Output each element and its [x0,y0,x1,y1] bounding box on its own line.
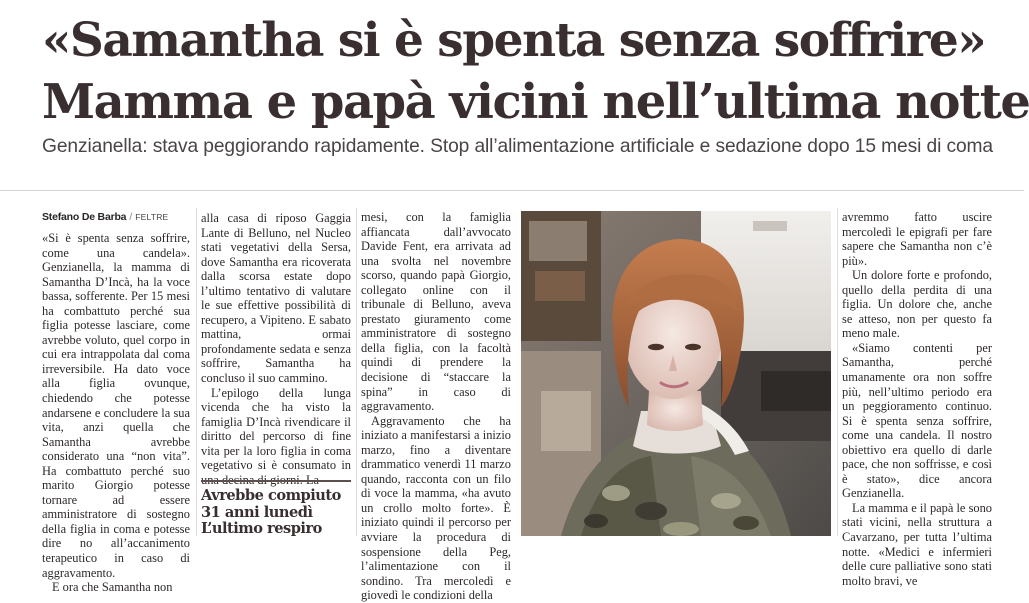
column-2-paragraph: L’epilogo della lunga vicenda che ha visto la famiglia D’Incà rivendicare il diritto del percorso di fine vita per la loro figlia in coma vegetativo si è consumato in [201,385,351,473]
byline [42,211,168,223]
article-column-4 [842,210,992,588]
subheadline: Genzianella: stava peggiorando rapidamente. Stop all’alimentazione artificiale e sedazione dopo 15 mesi di coma [42,136,993,157]
box-title-line: Avrebbe compiuto [201,487,341,504]
column-4-paragraph: «Siamo contenti per Samantha, perché umanamente ora non soffre più, nell’ultimo periodo era un peggioramento continuo. Si è spenta senza soffrire, come una candela. Il nostro obiettivo era quello di darle pace, che non soffrisse, e così è stato», dice ancora Genzianella. [842,340,992,501]
column-3-paragraph: mesi, con la famiglia affiancata dall’avvocato Davide Fent, era arrivata ad una svolta nel novembre scorso, quando papà Giorgio, collegato online con il tribunale di Belluno, aveva prestato giuramento come amministratore di sostegno della figlia, con la facoltà quindi di prendere la decisione di “staccare la spina” in caso di aggravamento. [361,210,511,414]
column-divider [356,208,357,536]
box-title-line: 31 anni lunedì [201,503,313,521]
box-title [201,488,351,538]
portrait-photo [521,211,831,536]
column-4-paragraph: La mamma e il papà le sono stati vicini, nella struttura a Cavarzano, per tutta l’ultima notte. «Medici e infermieri delle cure palliative sono stati molto bravi, ve [842,500,992,588]
article-column-3 [361,210,511,603]
box-top-rule [201,480,351,482]
section-rule [0,190,1024,191]
column-1-paragraph: «Si è spenta senza soffrire, come una candela». Genzianella, la mamma di Samantha D’Incà, ha la voce bassa, sofferente. Per 15 mesi ha combattuto perché sua figlia potesse lasciare, come avrebbe voluto, quel corpo in cui era intrappolata dal coma irreversibile. Ha dato voce alla figlia ovunque, chiedendo che potesse andarsene e concludere la sua vita, anzi quella che Samantha avrebbe considerato una “non vita”. Ha combattuto perché suo marito Giorgio potesse tornare ad essere amministratore di sostegno della figlia in coma e potesse dire no all’accanimento terapeutico in caso di aggravamento. [42,231,190,580]
box-title-line: L’ultimo respiro [201,520,322,538]
headline-line-1: «Samantha si è spenta senza soffrire» [42,13,986,68]
byline-author: Stefano De Barba [42,211,127,223]
column-3-paragraph: Aggravamento che ha iniziato a manifestarsi a inizio marzo, fino a diventare drammatico venerdì 11 marzo quando, racconta con un filo di voce la mamma, «ha avuto un crollo molto forte». È iniziato quindi il percorso per avviare la procedura di sospensione della Peg, l’alimentazione con il sondino. Tra mercoledì e giovedì le condizioni della [361,413,511,603]
headline-line-2: Mamma e papà vicini nell’ultima notte [42,74,1029,130]
column-4-paragraph: Un dolore forte e profondo, quello della perdita di una figlia. Un dolore che, anche se atteso, non per questo fa meno male. [842,268,992,341]
column-1-paragraph: E ora che Samantha non [52,580,173,595]
column-divider [196,208,197,536]
article-column-1 [42,231,190,595]
byline-separator: / [129,211,133,223]
byline-place: FELTRE [135,212,169,222]
column-divider [837,208,838,536]
column-2-paragraph: alla casa di riposo Gaggia Lante di Belluno, nel Nucleo stati vegetativi della Sersa, dove Samantha era ricoverata dalla scorsa estate dopo l’ultimo tentativo di valutare le sue effettive possibilità di recupero, a Vipiteno. E sabato mattina, ormai profondamente sedata e senza soffrire, Samantha ha concluso il suo cammino. [201,211,351,386]
portrait-photo-illustration [521,211,831,536]
column-4-paragraph: avremmo fatto uscire mercoledì le epigrafi per fare sapere che Samantha non c’è più». [842,210,992,268]
article-column-2 [201,211,351,476]
